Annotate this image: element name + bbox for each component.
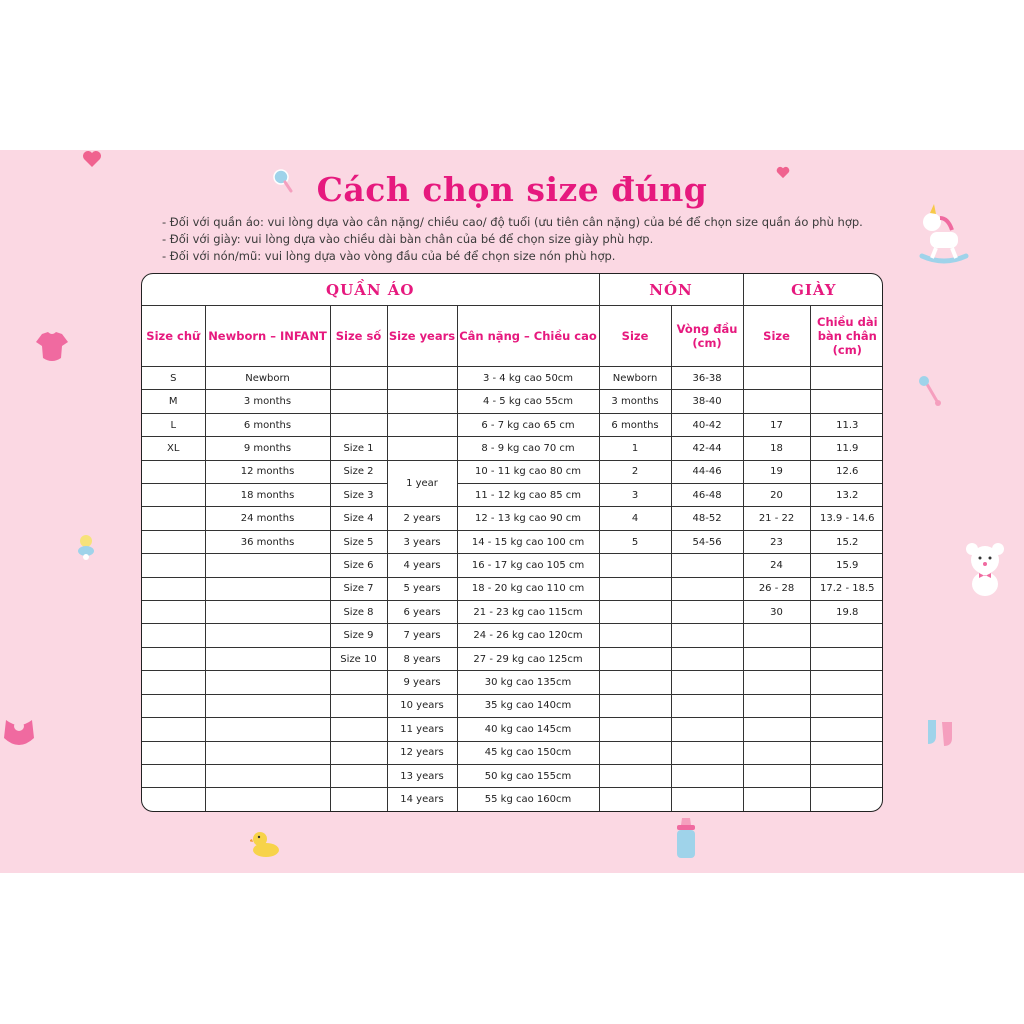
cell-shoe-size [743, 647, 810, 670]
bib-icon [0, 716, 38, 752]
cell-size-so [330, 788, 387, 811]
cell-newborn-infant [205, 601, 330, 624]
safety-pin-icon [918, 375, 944, 407]
cell-head-circumference: 40-42 [671, 413, 743, 436]
cell-newborn-infant: 6 months [205, 413, 330, 436]
socks-icon [924, 718, 958, 750]
cell-newborn-infant [205, 577, 330, 600]
cell-weight-height: 3 - 4 kg cao 50cm [457, 367, 599, 390]
cell-size-chu [142, 764, 205, 787]
cell-head-circumference: 46-48 [671, 484, 743, 507]
cell-hat-size: 3 months [599, 390, 671, 413]
cell-weight-height: 30 kg cao 135cm [457, 671, 599, 694]
table-row [142, 484, 883, 507]
cell-newborn-infant [205, 741, 330, 764]
pacifier-icon [74, 533, 98, 561]
cell-size-chu: S [142, 367, 205, 390]
cell-head-circumference [671, 554, 743, 577]
cell-size-years: 10 years [387, 694, 457, 717]
cell-head-circumference: 44-46 [671, 460, 743, 483]
cell-weight-height: 10 - 11 kg cao 80 cm [457, 460, 599, 483]
table-row [142, 788, 883, 811]
table-row [142, 764, 883, 787]
cell-size-years: 13 years [387, 764, 457, 787]
header-shoe-size: Size [743, 306, 810, 367]
cell-size-so [330, 718, 387, 741]
cell-hat-size [599, 764, 671, 787]
cell-size-so: Size 4 [330, 507, 387, 530]
cell-foot-length: 15.9 [810, 554, 883, 577]
cell-size-chu [142, 741, 205, 764]
cell-shoe-size: 17 [743, 413, 810, 436]
cell-foot-length: 11.3 [810, 413, 883, 436]
cell-shoe-size [743, 671, 810, 694]
cell-weight-height: 6 - 7 kg cao 65 cm [457, 413, 599, 436]
cell-weight-height: 35 kg cao 140cm [457, 694, 599, 717]
cell-newborn-infant: 12 months [205, 460, 330, 483]
cell-size-years [387, 413, 457, 436]
table-row [142, 647, 883, 670]
cell-foot-length: 12.6 [810, 460, 883, 483]
cell-hat-size [599, 554, 671, 577]
cell-foot-length: 13.9 - 14.6 [810, 507, 883, 530]
cell-hat-size: 5 [599, 530, 671, 553]
cell-head-circumference [671, 764, 743, 787]
cell-weight-height: 12 - 13 kg cao 90 cm [457, 507, 599, 530]
header-size-so: Size số [330, 306, 387, 367]
cell-weight-height: 16 - 17 kg cao 105 cm [457, 554, 599, 577]
cell-foot-length [810, 788, 883, 811]
cell-size-years: 14 years [387, 788, 457, 811]
cell-size-chu [142, 671, 205, 694]
cell-shoe-size [743, 367, 810, 390]
cell-size-so [330, 390, 387, 413]
cell-size-years [387, 390, 457, 413]
cell-size-chu: L [142, 413, 205, 436]
cell-newborn-infant [205, 718, 330, 741]
cell-foot-length [810, 718, 883, 741]
cell-hat-size [599, 741, 671, 764]
cell-weight-height: 45 kg cao 150cm [457, 741, 599, 764]
cell-shoe-size [743, 624, 810, 647]
cell-size-chu [142, 601, 205, 624]
cell-size-chu [142, 694, 205, 717]
cell-shoe-size: 21 - 22 [743, 507, 810, 530]
cell-weight-height: 24 - 26 kg cao 120cm [457, 624, 599, 647]
table-row [142, 437, 883, 460]
table-row [142, 554, 883, 577]
cell-newborn-infant [205, 694, 330, 717]
cell-head-circumference: 54-56 [671, 530, 743, 553]
header-size-chu: Size chữ [142, 306, 205, 367]
cell-size-years: 6 years [387, 601, 457, 624]
cell-hat-size: 4 [599, 507, 671, 530]
cell-newborn-infant: Newborn [205, 367, 330, 390]
cell-size-chu [142, 577, 205, 600]
cell-foot-length [810, 694, 883, 717]
cell-shoe-size [743, 718, 810, 741]
cell-foot-length [810, 764, 883, 787]
cell-weight-height: 21 - 23 kg cao 115cm [457, 601, 599, 624]
cell-newborn-infant [205, 764, 330, 787]
page-title: Cách chọn size đúng [316, 170, 708, 209]
cell-size-years: 2 years [387, 507, 457, 530]
cell-size-so [330, 694, 387, 717]
cell-size-so: Size 8 [330, 601, 387, 624]
cell-size-years: 8 years [387, 647, 457, 670]
cell-shoe-size: 30 [743, 601, 810, 624]
cell-shoe-size [743, 694, 810, 717]
cell-weight-height: 55 kg cao 160cm [457, 788, 599, 811]
cell-size-years: 12 years [387, 741, 457, 764]
cell-weight-height: 14 - 15 kg cao 100 cm [457, 530, 599, 553]
cell-size-so: Size 1 [330, 437, 387, 460]
cell-newborn-infant: 36 months [205, 530, 330, 553]
cell-foot-length [810, 671, 883, 694]
cell-shoe-size: 24 [743, 554, 810, 577]
cell-foot-length: 15.2 [810, 530, 883, 553]
cell-hat-size [599, 647, 671, 670]
group-shoes: GIÀY [743, 274, 883, 306]
cell-head-circumference [671, 741, 743, 764]
cell-hat-size [599, 694, 671, 717]
table-row [142, 460, 883, 483]
teddy-bear-icon [963, 542, 1007, 598]
cell-shoe-size [743, 764, 810, 787]
group-hat: NÓN [599, 274, 743, 306]
cell-size-so [330, 741, 387, 764]
cell-size-chu [142, 484, 205, 507]
cell-hat-size [599, 624, 671, 647]
cell-size-chu [142, 624, 205, 647]
cell-shoe-size: 26 - 28 [743, 577, 810, 600]
cell-newborn-infant [205, 554, 330, 577]
header-foot-length: Chiều dài bàn chân (cm) [810, 306, 883, 367]
cell-shoe-size: 19 [743, 460, 810, 483]
cell-head-circumference: 42-44 [671, 437, 743, 460]
cell-size-chu: M [142, 390, 205, 413]
size-table [142, 274, 883, 811]
cell-size-years: 7 years [387, 624, 457, 647]
duck-icon [250, 830, 280, 858]
cell-size-years: 11 years [387, 718, 457, 741]
unicorn-rocking-horse-icon [918, 204, 970, 266]
cell-size-years: 1 year [387, 460, 457, 507]
table-row [142, 367, 883, 390]
cell-size-so: Size 6 [330, 554, 387, 577]
header-newborn-infant: Newborn – INFANT [205, 306, 330, 367]
cell-size-years: 4 years [387, 554, 457, 577]
cell-foot-length [810, 624, 883, 647]
table-row [142, 577, 883, 600]
cell-foot-length [810, 741, 883, 764]
table-row [142, 624, 883, 647]
header-hat-size: Size [599, 306, 671, 367]
table-row [142, 671, 883, 694]
cell-hat-size: 2 [599, 460, 671, 483]
cell-hat-size [599, 788, 671, 811]
cell-weight-height: 50 kg cao 155cm [457, 764, 599, 787]
cell-hat-size [599, 577, 671, 600]
note-clothes: - Đối với quần áo: vui lòng dựa vào cân nặng/ chiều cao/ độ tuổi (ưu tiên cân nặng) của bé để chọn size quần áo phù hợp. [162, 215, 863, 229]
cell-shoe-size: 20 [743, 484, 810, 507]
cell-size-chu [142, 788, 205, 811]
header-head-circumference: Vòng đầu (cm) [671, 306, 743, 367]
note-hat: - Đối với nón/mũ: vui lòng dựa vào vòng đầu của bé để chọn size nón phù hợp. [162, 249, 616, 263]
table-row [142, 718, 883, 741]
header-size-years: Size years [387, 306, 457, 367]
table-row [142, 507, 883, 530]
cell-shoe-size [743, 741, 810, 764]
table-row [142, 413, 883, 436]
cell-newborn-infant [205, 647, 330, 670]
cell-size-so: Size 5 [330, 530, 387, 553]
cell-size-chu [142, 554, 205, 577]
cell-head-circumference [671, 718, 743, 741]
cell-foot-length: 13.2 [810, 484, 883, 507]
cell-shoe-size [743, 390, 810, 413]
cell-size-so: Size 2 [330, 460, 387, 483]
cell-newborn-infant [205, 671, 330, 694]
cell-hat-size [599, 718, 671, 741]
cell-foot-length [810, 367, 883, 390]
cell-head-circumference: 36-38 [671, 367, 743, 390]
table-row [142, 741, 883, 764]
size-chart-table [141, 273, 883, 812]
cell-hat-size [599, 601, 671, 624]
cell-shoe-size: 18 [743, 437, 810, 460]
cell-hat-size: 6 months [599, 413, 671, 436]
cell-size-years [387, 367, 457, 390]
table-row [142, 530, 883, 553]
cell-newborn-infant: 18 months [205, 484, 330, 507]
cell-size-chu [142, 718, 205, 741]
cell-size-years: 9 years [387, 671, 457, 694]
cell-newborn-infant: 24 months [205, 507, 330, 530]
cell-head-circumference [671, 577, 743, 600]
cell-size-so: Size 10 [330, 647, 387, 670]
cell-hat-size: 3 [599, 484, 671, 507]
header-weight-height: Cân nặng – Chiều cao [457, 306, 599, 367]
cell-size-chu [142, 460, 205, 483]
cell-size-so: Size 3 [330, 484, 387, 507]
cell-size-years: 3 years [387, 530, 457, 553]
cell-foot-length: 17.2 - 18.5 [810, 577, 883, 600]
size-table-body [142, 367, 883, 812]
cell-foot-length [810, 390, 883, 413]
cell-head-circumference [671, 671, 743, 694]
cell-size-chu [142, 530, 205, 553]
cell-hat-size [599, 671, 671, 694]
cell-size-years [387, 437, 457, 460]
heart-icon [82, 150, 102, 168]
cell-head-circumference [671, 601, 743, 624]
cell-size-years: 5 years [387, 577, 457, 600]
cell-size-so: Size 9 [330, 624, 387, 647]
cell-head-circumference [671, 647, 743, 670]
cell-newborn-infant [205, 624, 330, 647]
cell-hat-size: Newborn [599, 367, 671, 390]
cell-size-so [330, 764, 387, 787]
cell-head-circumference [671, 788, 743, 811]
cell-shoe-size [743, 788, 810, 811]
cell-weight-height: 18 - 20 kg cao 110 cm [457, 577, 599, 600]
table-row [142, 390, 883, 413]
cell-newborn-infant [205, 788, 330, 811]
cell-shoe-size: 23 [743, 530, 810, 553]
group-clothes: QUẦN ÁO [142, 274, 599, 306]
instructions [162, 214, 863, 265]
note-shoes: - Đối với giày: vui lòng dựa vào chiều dài bàn chân của bé để chọn size giày phù hợp. [162, 232, 654, 246]
cell-weight-height: 11 - 12 kg cao 85 cm [457, 484, 599, 507]
cell-size-so: Size 7 [330, 577, 387, 600]
cell-foot-length: 11.9 [810, 437, 883, 460]
cell-weight-height: 4 - 5 kg cao 55cm [457, 390, 599, 413]
cell-hat-size: 1 [599, 437, 671, 460]
table-row [142, 601, 883, 624]
cell-size-chu [142, 647, 205, 670]
cell-weight-height: 40 kg cao 145cm [457, 718, 599, 741]
cell-foot-length: 19.8 [810, 601, 883, 624]
baby-bottle-icon [673, 818, 699, 860]
cell-size-so [330, 413, 387, 436]
cell-head-circumference: 48-52 [671, 507, 743, 530]
onesie-icon [34, 330, 70, 366]
cell-size-so [330, 671, 387, 694]
cell-size-so [330, 367, 387, 390]
cell-foot-length [810, 647, 883, 670]
cell-size-chu [142, 507, 205, 530]
cell-newborn-infant: 9 months [205, 437, 330, 460]
cell-weight-height: 27 - 29 kg cao 125cm [457, 647, 599, 670]
table-row [142, 694, 883, 717]
cell-size-chu: XL [142, 437, 205, 460]
cell-head-circumference: 38-40 [671, 390, 743, 413]
cell-weight-height: 8 - 9 kg cao 70 cm [457, 437, 599, 460]
cell-head-circumference [671, 624, 743, 647]
cell-newborn-infant: 3 months [205, 390, 330, 413]
pink-banner [0, 150, 1024, 873]
cell-head-circumference [671, 694, 743, 717]
